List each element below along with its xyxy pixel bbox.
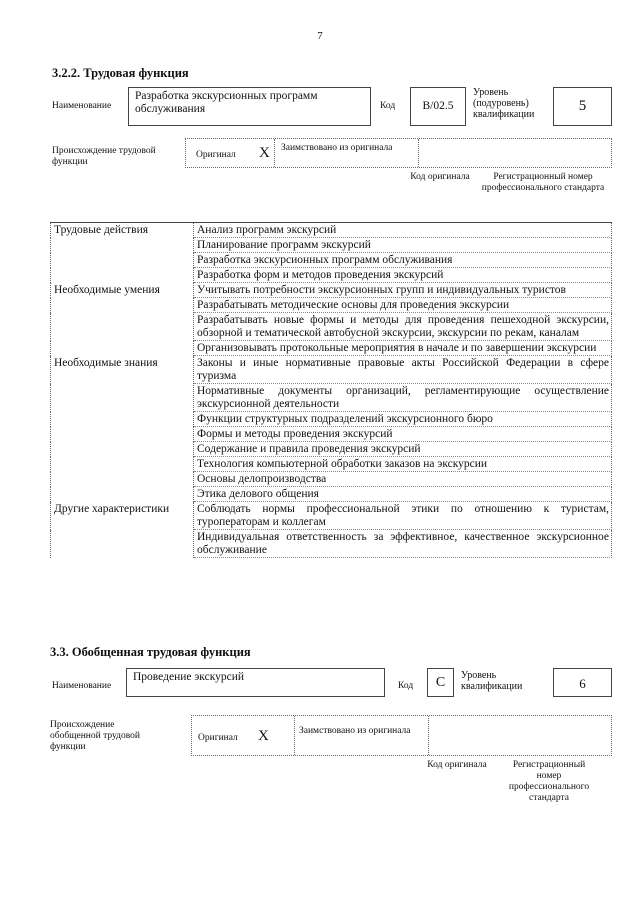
code-original-caption: Код оригинала <box>427 760 487 770</box>
table-cell: Технология компьютерной обработки заказов на экскурсии <box>194 457 612 472</box>
origin-box <box>191 715 612 756</box>
table-cell: Планирование программ экскурсий <box>194 238 612 253</box>
divider <box>294 716 296 755</box>
code-original-caption: Код оригинала <box>410 172 470 182</box>
page-number: 7 <box>317 30 323 42</box>
table-cell: Соблюдать нормы профессиональной этики по отношению к туристам, туроператорам и коллегам <box>194 502 612 530</box>
row-group-header: Другие характеристики <box>51 502 194 558</box>
table-cell: Разрабатывать методические основы для проведения экскурсии <box>194 298 612 313</box>
registration-caption: Регистрационный номер профессионального стандарта <box>508 760 590 803</box>
table-row <box>51 502 612 530</box>
original-checkmark: X <box>258 728 269 744</box>
table-cell: Разрабатывать новые формы и методы для проведения пешеходной экскурсии, обзорной и тематической автобусной экскурсии, экскурсии по рекам, каналам <box>194 313 612 341</box>
table-cell: Этика делового общения <box>194 487 612 502</box>
divider <box>418 139 420 167</box>
row-group-header: Трудовые действия <box>51 223 194 283</box>
code-value-field: B/02.5 <box>410 87 466 126</box>
table-cell: Функции структурных подразделений экскурсионного бюро <box>194 412 612 427</box>
name-label: Наименование <box>52 101 112 111</box>
name-label: Наименование <box>52 681 112 691</box>
table-cell: Учитывать потребности экскурсионных групп и индивидуальных туристов <box>194 283 612 298</box>
divider <box>274 139 276 167</box>
origin-label: Происхождение трудовой функции <box>52 146 156 167</box>
level-value-field: 6 <box>553 668 612 697</box>
table-row <box>51 223 612 238</box>
borrowed-label: Заимствовано из оригинала <box>299 726 411 736</box>
name-value-field: Разработка экскурсионных программ обслуживания <box>128 87 371 126</box>
table-cell: Формы и методы проведения экскурсий <box>194 427 612 442</box>
section-heading: 3.2.2. Трудовая функция <box>52 66 189 80</box>
original-label: Оригинал <box>198 733 238 743</box>
original-checkmark: X <box>259 145 270 161</box>
divider <box>428 716 430 755</box>
table-cell: Индивидуальная ответственность за эффективное, качественное экскурсионное обслуживание <box>194 530 612 558</box>
original-label: Оригинал <box>196 150 236 160</box>
code-value-field: C <box>427 668 454 697</box>
table-cell: Анализ программ экскурсий <box>194 223 612 238</box>
origin-label: Происхождение обобщенной трудовой функции <box>50 720 140 752</box>
code-label: Код <box>398 681 414 691</box>
row-group-header: Необходимые умения <box>51 283 194 356</box>
table-cell: Основы делопроизводства <box>194 472 612 487</box>
borrowed-label: Заимствовано из оригинала <box>281 143 393 153</box>
row-group-header: Необходимые знания <box>51 356 194 502</box>
table-cell: Разработка форм и методов проведения экскурсий <box>194 268 612 283</box>
table-cell: Содержание и правила проведения экскурсий <box>194 442 612 457</box>
level-label: Уровень квалификации <box>461 670 523 692</box>
table-cell: Разработка экскурсионных программ обслуживания <box>194 253 612 268</box>
requirements-table <box>50 222 612 558</box>
level-value-field: 5 <box>553 87 612 126</box>
registration-caption: Регистрационный номер профессионального стандарта <box>481 172 605 193</box>
code-label: Код <box>380 101 396 111</box>
table-cell: Законы и иные нормативные правовые акты Российской Федерации в сфере туризма <box>194 356 612 384</box>
table-cell: Нормативные документы организаций, регламентирующие осуществление экскурсионной деятельности <box>194 384 612 412</box>
name-value-field: Проведение экскурсий <box>126 668 385 697</box>
section-heading: 3.3. Обобщенная трудовая функция <box>50 645 251 659</box>
level-label: Уровень (подуровень) квалификации <box>473 87 535 120</box>
table-row <box>51 356 612 384</box>
table-cell: Организовывать протокольные мероприятия в начале и по завершении экскурсии <box>194 341 612 356</box>
table-row <box>51 283 612 298</box>
origin-box <box>185 138 612 168</box>
